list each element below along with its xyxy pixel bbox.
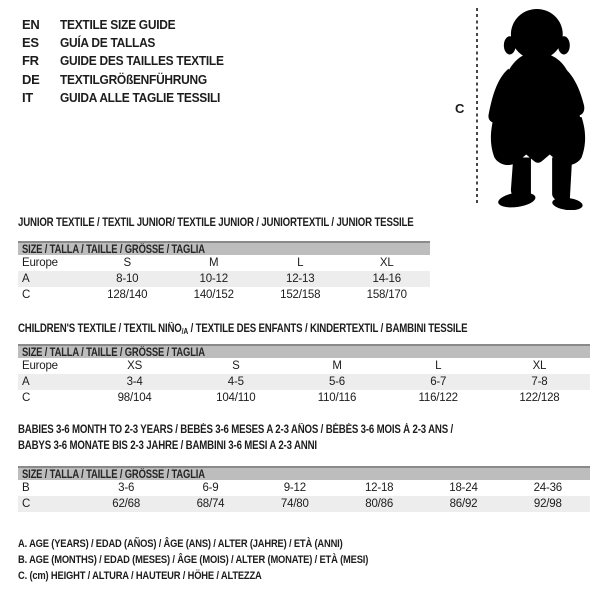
table-cell: 128/140 [107, 289, 148, 301]
table-cell: 80/86 [365, 498, 394, 510]
language-row-en [22, 15, 238, 33]
language-code: FR [22, 53, 39, 69]
height-measure-dashed-line [476, 8, 478, 206]
language-list [22, 15, 238, 107]
table-cell: 152/158 [280, 289, 321, 301]
children-title-pre: CHILDREN'S TEXTILE / TEXTIL NIÑO [18, 323, 182, 335]
table-row-height [18, 287, 430, 303]
children-title-post: / TEXTILE DES ENFANTS / KINDERTEXTIL / BAMBINI TESSILE [188, 323, 468, 335]
table-cell: L [297, 257, 304, 269]
table-cell: 122/128 [519, 392, 560, 404]
table-row-europe [18, 358, 590, 374]
table-cell: 74/80 [280, 498, 309, 510]
table-cell: 110/116 [317, 392, 357, 404]
footnote-age-months: B. AGE (MONTHS) / EDAD (MESES) / ÂGE (MOIS) / ALTER (MONATE) / ETÀ (MESI) [18, 554, 369, 566]
language-title: GUÍA DE TALLAS [60, 35, 156, 51]
size-header-bar [18, 466, 590, 480]
table-row-europe [18, 255, 430, 271]
language-title: GUIDE DES TAILLES TEXTILE [60, 53, 224, 69]
row-label: Europe [22, 257, 58, 269]
table-row-age [18, 271, 430, 287]
row-label: Europe [22, 360, 58, 372]
table-cell: L [435, 360, 442, 372]
babies-title-line2: BABYS 3-6 MONATE BIS 2-3 JAHRE / BAMBINI 3-6 MESI A 2-3 ANNI [18, 439, 317, 452]
table-cell: 12-13 [286, 273, 315, 285]
footnote-height: C. (cm) HEIGHT / ALTURA / HAUTEUR / HÖHE / ALTEZZA [18, 570, 262, 582]
table-cell: 62/68 [112, 498, 141, 510]
table-cell: 140/152 [193, 289, 234, 301]
language-row-de [22, 70, 238, 88]
table-cell: 116/122 [418, 392, 458, 404]
babies-table-title [18, 423, 453, 454]
junior-size-table [18, 241, 430, 303]
table-cell: 18-24 [449, 482, 478, 494]
table-row-age [18, 374, 590, 390]
language-row-it [22, 89, 238, 107]
table-cell: XL [379, 257, 394, 269]
table-cell: 6-9 [202, 482, 219, 494]
table-row-age-months [18, 480, 590, 496]
table-cell: 24-36 [533, 482, 563, 494]
babies-size-table [18, 466, 590, 512]
table-cell: 3-6 [118, 482, 135, 494]
size-header-bar [18, 241, 430, 255]
size-header-text: SIZE / TALLA / TAILLE / GRÖSSE / TAGLIA [22, 469, 205, 481]
babies-title-line1: BABIES 3-6 MONTH TO 2-3 YEARS / BEBÉS 3-6 MESES A 2-3 AÑOS / BÉBÉS 3-6 MOIS À 2-3 ANS / [18, 424, 454, 436]
table-cell: 5-6 [328, 376, 346, 388]
children-title-sub: /A [181, 327, 189, 336]
table-cell: 92/98 [533, 498, 562, 510]
language-code: IT [22, 90, 33, 106]
table-cell: 8-10 [116, 273, 139, 285]
legend-footnotes [18, 536, 430, 584]
size-header-text: SIZE / TALLA / TAILLE / GRÖSSE / TAGLIA [22, 347, 205, 359]
row-label: B [22, 482, 30, 494]
row-label: A [22, 273, 30, 285]
table-row-height [18, 496, 590, 512]
row-label: A [22, 376, 30, 388]
language-code: EN [22, 16, 40, 32]
size-header-bar [18, 344, 590, 358]
table-cell: M [209, 257, 219, 269]
table-cell: 7-8 [531, 376, 548, 388]
table-cell: XL [532, 360, 547, 372]
row-label: C [22, 392, 31, 404]
table-cell: S [123, 257, 131, 269]
children-table-title [18, 322, 467, 339]
table-cell: 4-5 [227, 376, 244, 388]
row-label: C [22, 498, 31, 510]
table-cell: 10-12 [199, 273, 228, 285]
table-row-height [18, 390, 590, 406]
table-cell: M [332, 360, 342, 372]
table-cell: S [232, 360, 240, 372]
table-cell: 104/110 [216, 392, 256, 404]
table-cell: 98/104 [117, 392, 152, 404]
language-code: ES [22, 35, 39, 51]
table-cell: XS [127, 360, 143, 372]
size-header-text: SIZE / TALLA / TAILLE / GRÖSSE / TAGLIA [22, 244, 205, 256]
height-measure-label: C [455, 101, 465, 116]
language-code: DE [22, 71, 40, 87]
junior-table-title: JUNIOR TEXTILE / TEXTIL JUNIOR/ TEXTILE JUNIOR / JUNIORTEXTIL / JUNIOR TESSILE [18, 217, 414, 229]
table-cell: 68/74 [196, 498, 225, 510]
language-row-es [22, 33, 238, 51]
table-cell: 9-12 [283, 482, 306, 494]
table-cell: 14-16 [372, 273, 401, 285]
table-cell: 158/170 [366, 289, 407, 301]
footnote-age-years: A. AGE (YEARS) / EDAD (AÑOS) / ÂGE (ANS) / ALTER (JAHRE) / ETÀ (ANNI) [18, 538, 343, 550]
baby-silhouette-icon [485, 8, 591, 210]
language-title: TEXTILE SIZE GUIDE [60, 16, 176, 32]
language-row-fr [22, 52, 238, 70]
table-cell: 3-4 [126, 376, 143, 388]
language-title: TEXTILGRÖßENFÜHRUNG [60, 71, 207, 87]
table-cell: 6-7 [430, 376, 447, 388]
language-title: GUIDA ALLE TAGLIE TESSILI [60, 90, 221, 106]
table-cell: 86/92 [449, 498, 478, 510]
children-size-table [18, 344, 590, 406]
table-cell: 12-18 [364, 482, 394, 494]
row-label: C [22, 289, 31, 301]
